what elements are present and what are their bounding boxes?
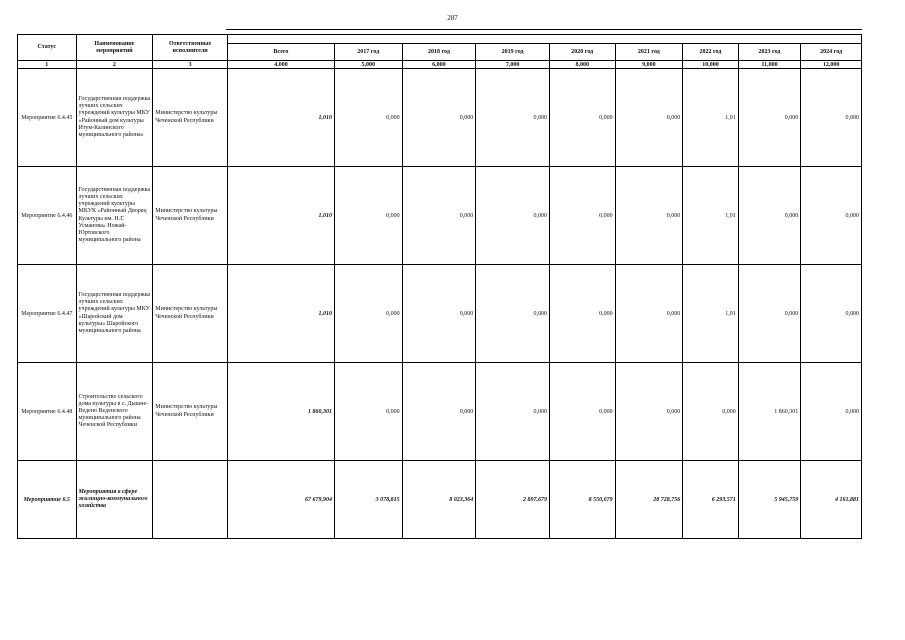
column-index: 12,000 <box>801 61 862 69</box>
table-header <box>18 35 862 61</box>
header-rule <box>226 29 862 30</box>
header-total: Всего <box>227 44 334 61</box>
row-year-value: 0,000 <box>549 167 615 265</box>
row-year-value: 1 860,301 <box>738 363 801 461</box>
row-year-value: 0,000 <box>801 167 862 265</box>
row-total: 1 860,301 <box>227 363 334 461</box>
row-executor <box>153 461 228 539</box>
row-year-value: 0,000 <box>402 265 476 363</box>
row-year-value: 0,000 <box>334 363 402 461</box>
row-year-value: 0,000 <box>549 69 615 167</box>
row-year-value: 0,000 <box>334 69 402 167</box>
header-name: Наименование мероприятий <box>76 35 153 61</box>
column-index: 5,000 <box>334 61 402 69</box>
header-executors: Ответственные исполнители <box>153 35 228 61</box>
row-year-value: 0,000 <box>683 363 739 461</box>
row-name: Государственная поддержка лучших сельских учреждений культуры МКУ «Шаройский дом культуры» Шаройского муниципального района <box>76 265 153 363</box>
table-row <box>18 69 862 167</box>
row-name: Мероприятия в сфере жилищно-коммунального хозяйства <box>76 461 153 539</box>
header-year: 2021 год <box>615 44 683 61</box>
row-year-value: 0,000 <box>334 167 402 265</box>
row-year-value: 1,01 <box>683 167 739 265</box>
row-year-value: 0,000 <box>549 363 615 461</box>
column-index: 9,000 <box>615 61 683 69</box>
column-index: 8,000 <box>549 61 615 69</box>
row-executor: Министерство культуры Чеченской Республики <box>153 363 228 461</box>
column-index: 1 <box>18 61 77 69</box>
row-year-value: 0,000 <box>549 265 615 363</box>
column-index: 4,000 <box>227 61 334 69</box>
row-year-value: 0,000 <box>476 69 550 167</box>
column-index: 2 <box>76 61 153 69</box>
row-year-value: 8 550,079 <box>549 461 615 539</box>
row-year-value: 0,000 <box>476 167 550 265</box>
header-status: Статус <box>18 35 77 61</box>
header-year: 2019 год <box>476 44 550 61</box>
row-status: Мероприятие 6.4.47 <box>18 265 77 363</box>
row-year-value: 5 945,759 <box>738 461 801 539</box>
row-status: Мероприятие 6.4.48 <box>18 363 77 461</box>
column-index-row <box>18 61 862 69</box>
row-year-value: 0,000 <box>402 69 476 167</box>
header-year: 2024 год <box>801 44 862 61</box>
header-year: 2023 год <box>738 44 801 61</box>
column-index: 7,000 <box>476 61 550 69</box>
row-name: Строительство сельского дома культуры в с. Дышне-Ведено Веденского муниципального района Чеченской Республики <box>76 363 153 461</box>
row-year-value: 4 161,881 <box>801 461 862 539</box>
row-total: 1,010 <box>227 69 334 167</box>
row-executor: Министерство культуры Чеченской Республики <box>153 265 228 363</box>
row-year-value: 0,000 <box>402 167 476 265</box>
row-total: 1,010 <box>227 167 334 265</box>
row-name: Государственная поддержка лучших сельских учреждений культуры МКУК «Районный Дворец Культуры им. Н.Г. Усманова» Ножай-Юртовского муниципального района <box>76 167 153 265</box>
table-row <box>18 461 862 539</box>
row-year-value: 0,000 <box>738 265 801 363</box>
row-status: Мероприятие 6.4.45 <box>18 69 77 167</box>
row-year-value: 0,000 <box>801 363 862 461</box>
row-year-value: 3 078,815 <box>334 461 402 539</box>
row-year-value: 0,000 <box>801 69 862 167</box>
column-index: 6,000 <box>402 61 476 69</box>
header-year: 2018 год <box>402 44 476 61</box>
row-year-value: 0,000 <box>738 167 801 265</box>
row-year-value: 2 897,679 <box>476 461 550 539</box>
row-year-value: 0,000 <box>615 265 683 363</box>
row-year-value: 28 728,756 <box>615 461 683 539</box>
table-row <box>18 167 862 265</box>
row-status: Мероприятие 6.4.46 <box>18 167 77 265</box>
row-year-value: 0,000 <box>334 265 402 363</box>
row-year-value: 0,000 <box>738 69 801 167</box>
header-year: 2022 год <box>683 44 739 61</box>
row-total: 1,010 <box>227 265 334 363</box>
column-index: 10,000 <box>683 61 739 69</box>
row-executor: Министерство культуры Чеченской Республики <box>153 167 228 265</box>
row-year-value: 0,000 <box>801 265 862 363</box>
header-year: 2020 год <box>549 44 615 61</box>
table-row <box>18 265 862 363</box>
row-status: Мероприятие 6.5 <box>18 461 77 539</box>
column-index: 3 <box>153 61 228 69</box>
row-year-value: 0,000 <box>476 363 550 461</box>
row-year-value: 1,01 <box>683 265 739 363</box>
row-year-value: 0,000 <box>615 69 683 167</box>
header-year: 2017 год <box>334 44 402 61</box>
page-number: 287 <box>447 14 458 22</box>
row-total: 67 679,904 <box>227 461 334 539</box>
table-body <box>18 61 862 539</box>
table-row <box>18 363 862 461</box>
row-year-value: 8 023,364 <box>402 461 476 539</box>
row-year-value: 1,01 <box>683 69 739 167</box>
row-year-value: 0,000 <box>402 363 476 461</box>
row-year-value: 0,000 <box>615 167 683 265</box>
column-index: 11,000 <box>738 61 801 69</box>
row-name: Государственная поддержка лучших сельских учреждений культуры МКУ «Районный дом культуры Итум-Калинского муниципального района» <box>76 69 153 167</box>
row-year-value: 6 293,571 <box>683 461 739 539</box>
row-year-value: 0,000 <box>615 363 683 461</box>
row-year-value: 0,000 <box>476 265 550 363</box>
header-funding-group <box>227 35 861 44</box>
program-table <box>17 34 862 539</box>
row-executor: Министерство культуры Чеченской Республики <box>153 69 228 167</box>
